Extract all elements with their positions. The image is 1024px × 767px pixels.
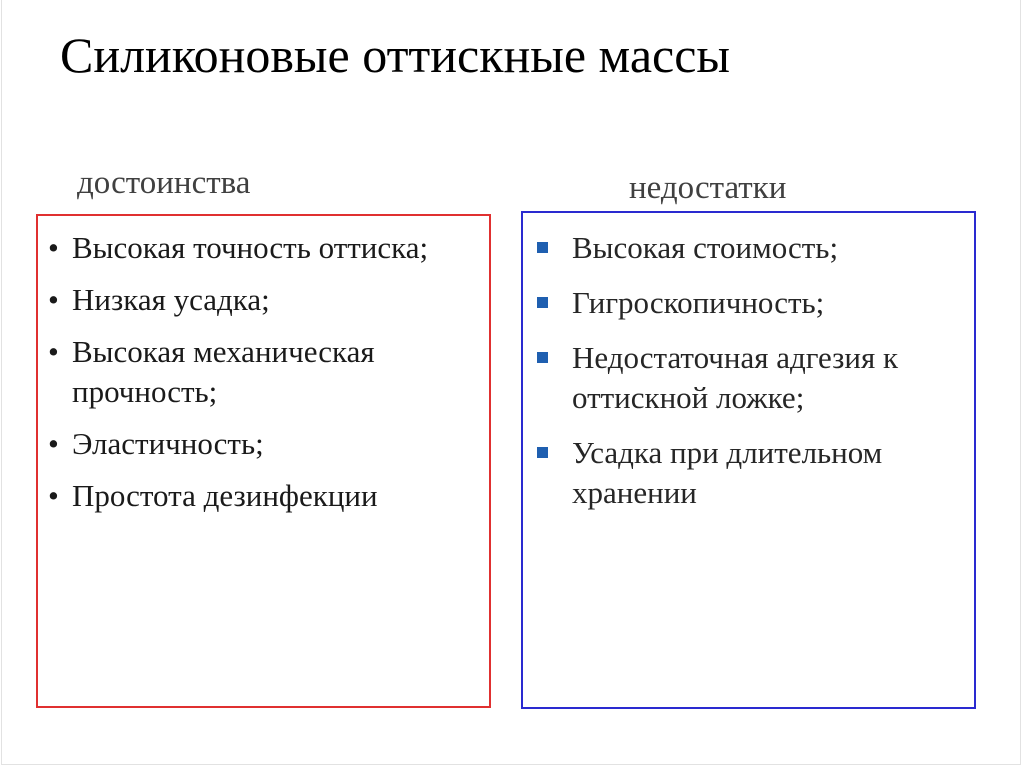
advantages-list — [48, 228, 483, 528]
disadvantages-heading: недостатки — [629, 170, 787, 206]
disadvantage-text: Усадка при длительном хранении — [572, 435, 883, 510]
advantage-text: Высокая точность оттиска; — [72, 230, 429, 265]
bullet-dot-icon: • — [48, 282, 59, 317]
disadvantage-item — [537, 228, 967, 268]
advantage-text: Высокая механическая прочность; — [72, 334, 375, 409]
slide-frame — [1, 0, 1021, 765]
advantage-text: Простота дезинфекции — [72, 478, 378, 513]
advantage-item — [48, 228, 483, 268]
advantage-item — [48, 476, 483, 516]
advantage-item — [48, 332, 483, 412]
disadvantage-text: Высокая стоимость; — [572, 230, 839, 265]
disadvantages-list — [537, 228, 967, 528]
advantage-item — [48, 280, 483, 320]
disadvantage-item — [537, 433, 967, 513]
disadvantage-item — [537, 283, 967, 323]
disadvantages-box — [521, 211, 976, 709]
disadvantage-text: Гигроскопичность; — [572, 285, 825, 320]
square-bullet-icon — [537, 297, 548, 308]
advantage-text: Эластичность; — [72, 426, 264, 461]
bullet-dot-icon: • — [48, 334, 59, 369]
advantages-heading: достоинства — [77, 165, 251, 201]
square-bullet-icon — [537, 242, 548, 253]
disadvantage-item — [537, 338, 967, 418]
bullet-dot-icon: • — [48, 426, 59, 461]
advantage-item — [48, 424, 483, 464]
square-bullet-icon — [537, 352, 548, 363]
bullet-dot-icon: • — [48, 230, 59, 265]
bullet-dot-icon: • — [48, 478, 59, 513]
advantage-text: Низкая усадка; — [72, 282, 270, 317]
square-bullet-icon — [537, 447, 548, 458]
slide-title: Силиконовые оттискные массы — [60, 27, 731, 83]
disadvantage-text: Недостаточная адгезия к оттискной ложке; — [572, 340, 899, 415]
advantages-box — [36, 214, 491, 708]
